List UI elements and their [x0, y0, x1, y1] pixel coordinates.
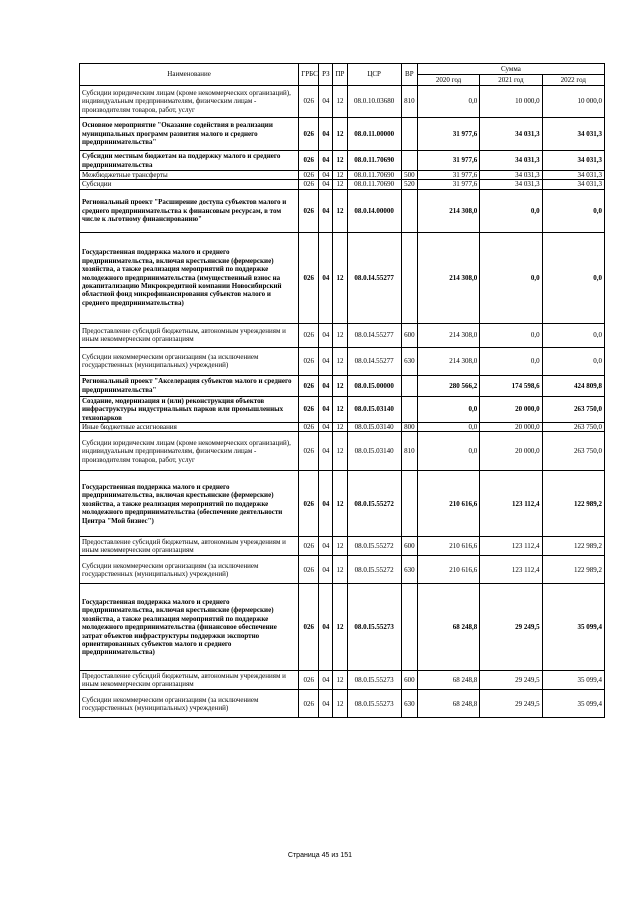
row-sum-2021: 29 249,5	[480, 584, 542, 671]
row-csr: 08.0.I5.55273	[347, 671, 401, 690]
row-sum-2021: 0,0	[480, 323, 542, 347]
row-pr: 12	[333, 375, 347, 396]
row-vr: 520	[401, 180, 417, 189]
row-pr: 12	[333, 537, 347, 556]
row-vr	[401, 375, 417, 396]
row-csr: 08.0.11.00000	[347, 118, 401, 151]
row-csr: 08.0.I5.55272	[347, 556, 401, 584]
row-grbs: 026	[299, 189, 319, 232]
row-sum-2021: 20 000,0	[480, 432, 542, 471]
row-sum-2021: 123 112,4	[480, 556, 542, 584]
budget-table	[79, 63, 605, 718]
row-rz: 04	[319, 86, 333, 118]
row-rz: 04	[319, 189, 333, 232]
row-csr: 08.0.11.70690	[347, 180, 401, 189]
row-grbs: 026	[299, 151, 319, 171]
row-sum-2022: 35 099,4	[542, 671, 604, 690]
row-name: Субсидии некоммерческим организациям (за исключением государственных (муниципальных) учреждений)	[80, 347, 299, 375]
row-csr: 08.0.I5.03140	[347, 432, 401, 471]
col-header-rz: РЗ	[319, 64, 333, 86]
col-header-pr: ПР	[333, 64, 347, 86]
table-row	[80, 118, 605, 151]
row-pr: 12	[333, 584, 347, 671]
row-pr: 12	[333, 347, 347, 375]
table-row	[80, 556, 605, 584]
table-row	[80, 347, 605, 375]
row-rz: 04	[319, 537, 333, 556]
row-sum-2022: 263 750,0	[542, 423, 604, 432]
row-sum-2020: 68 248,8	[417, 690, 479, 718]
row-csr: 08.0.I4.00000	[347, 189, 401, 232]
row-name: Предоставление субсидий бюджетным, автономным учреждениям и иным некоммерческим организациям	[80, 671, 299, 690]
row-name: Государственная поддержка малого и среднего предпринимательства, включая крестьянские (фермерские) хозяйства, а также реализация мероприятий по поддержке молодежного предпринимательства (обеспечение деятельности Центра "Мой бизнес")	[80, 471, 299, 537]
row-sum-2022: 0,0	[542, 189, 604, 232]
table-row	[80, 151, 605, 171]
row-rz: 04	[319, 118, 333, 151]
row-sum-2022: 122 989,2	[542, 556, 604, 584]
row-pr: 12	[333, 556, 347, 584]
row-grbs: 026	[299, 118, 319, 151]
row-grbs: 026	[299, 432, 319, 471]
row-sum-2022: 263 750,0	[542, 396, 604, 422]
row-sum-2022: 0,0	[542, 347, 604, 375]
row-grbs: 026	[299, 556, 319, 584]
col-header-name: Наименование	[80, 64, 299, 86]
row-grbs: 026	[299, 396, 319, 422]
row-pr: 12	[333, 86, 347, 118]
row-csr: 08.0.10.03680	[347, 86, 401, 118]
row-pr: 12	[333, 151, 347, 171]
row-sum-2022: 34 031,3	[542, 151, 604, 171]
row-sum-2022: 0,0	[542, 323, 604, 347]
row-grbs: 026	[299, 471, 319, 537]
table-row	[80, 86, 605, 118]
table-row	[80, 423, 605, 432]
row-sum-2022: 122 989,2	[542, 537, 604, 556]
row-grbs: 026	[299, 232, 319, 323]
col-header-2022: 2022 год	[542, 75, 604, 86]
col-header-grbs: ГРБС	[299, 64, 319, 86]
col-header-2020: 2020 год	[417, 75, 479, 86]
row-rz: 04	[319, 151, 333, 171]
table-row	[80, 180, 605, 189]
row-sum-2022: 35 099,4	[542, 690, 604, 718]
row-grbs: 026	[299, 180, 319, 189]
row-grbs: 026	[299, 537, 319, 556]
row-vr: 600	[401, 323, 417, 347]
row-sum-2022: 34 031,3	[542, 180, 604, 189]
row-name: Основное мероприятие "Оказание содействия в реализации муниципальных программ развития малого и среднего предпринимательства"	[80, 118, 299, 151]
row-sum-2020: 210 616,6	[417, 556, 479, 584]
row-sum-2021: 29 249,5	[480, 671, 542, 690]
table-row	[80, 232, 605, 323]
row-rz: 04	[319, 323, 333, 347]
row-pr: 12	[333, 232, 347, 323]
row-sum-2021: 123 112,4	[480, 471, 542, 537]
row-sum-2020: 68 248,8	[417, 671, 479, 690]
row-rz: 04	[319, 375, 333, 396]
row-csr: 08.0.I5.55273	[347, 690, 401, 718]
row-rz: 04	[319, 432, 333, 471]
row-rz: 04	[319, 690, 333, 718]
row-name: Субсидии некоммерческим организациям (за исключением государственных (муниципальных) учреждений)	[80, 556, 299, 584]
row-sum-2021: 174 598,6	[480, 375, 542, 396]
row-sum-2021: 123 112,4	[480, 537, 542, 556]
row-grbs: 026	[299, 323, 319, 347]
row-pr: 12	[333, 171, 347, 180]
row-sum-2021: 0,0	[480, 189, 542, 232]
row-grbs: 026	[299, 690, 319, 718]
row-vr: 500	[401, 171, 417, 180]
row-sum-2020: 31 977,6	[417, 171, 479, 180]
col-header-2021: 2021 год	[480, 75, 542, 86]
row-vr: 630	[401, 690, 417, 718]
row-vr	[401, 584, 417, 671]
row-grbs: 026	[299, 375, 319, 396]
table-row	[80, 584, 605, 671]
row-vr: 810	[401, 86, 417, 118]
row-vr: 630	[401, 556, 417, 584]
row-sum-2021: 20 000,0	[480, 423, 542, 432]
row-pr: 12	[333, 323, 347, 347]
row-sum-2020: 0,0	[417, 432, 479, 471]
row-rz: 04	[319, 180, 333, 189]
row-vr: 600	[401, 537, 417, 556]
row-vr: 600	[401, 671, 417, 690]
table-row	[80, 537, 605, 556]
row-grbs: 026	[299, 171, 319, 180]
table-row	[80, 189, 605, 232]
row-pr: 12	[333, 671, 347, 690]
row-pr: 12	[333, 396, 347, 422]
row-grbs: 026	[299, 671, 319, 690]
row-sum-2020: 31 977,6	[417, 151, 479, 171]
row-sum-2022: 34 031,3	[542, 171, 604, 180]
row-name: Субсидии юридическим лицам (кроме некоммерческих организаций), индивидуальным предпринимателям, физическим лицам - производителям товаров, работ, услуг	[80, 432, 299, 471]
row-sum-2020: 31 977,6	[417, 180, 479, 189]
row-pr: 12	[333, 423, 347, 432]
row-vr	[401, 151, 417, 171]
row-sum-2020: 0,0	[417, 86, 479, 118]
row-sum-2022: 0,0	[542, 232, 604, 323]
row-rz: 04	[319, 232, 333, 323]
row-sum-2020: 214 308,0	[417, 232, 479, 323]
row-sum-2020: 0,0	[417, 423, 479, 432]
table-row	[80, 171, 605, 180]
row-csr: 08.0.11.70690	[347, 171, 401, 180]
table-row	[80, 432, 605, 471]
row-name: Межбюджетные трансферты	[80, 171, 299, 180]
row-vr	[401, 189, 417, 232]
row-pr: 12	[333, 690, 347, 718]
row-rz: 04	[319, 423, 333, 432]
row-sum-2021: 20 000,0	[480, 396, 542, 422]
row-sum-2020: 68 248,8	[417, 584, 479, 671]
row-sum-2021: 34 031,3	[480, 118, 542, 151]
table-row	[80, 375, 605, 396]
row-vr	[401, 118, 417, 151]
row-pr: 12	[333, 118, 347, 151]
table-row	[80, 671, 605, 690]
row-name: Субсидии	[80, 180, 299, 189]
row-rz: 04	[319, 347, 333, 375]
row-sum-2020: 31 977,6	[417, 118, 479, 151]
row-rz: 04	[319, 171, 333, 180]
row-name: Субсидии юридическим лицам (кроме некоммерческих организаций), индивидуальным предпринимателям, физическим лицам - производителям товаров, работ, услуг	[80, 86, 299, 118]
row-vr: 810	[401, 432, 417, 471]
row-grbs: 026	[299, 584, 319, 671]
row-name: Создание, модернизация и (или) реконструкция объектов инфраструктуры индустриальных парков или промышленных технопарков	[80, 396, 299, 422]
row-sum-2022: 122 989,2	[542, 471, 604, 537]
col-header-vr: ВР	[401, 64, 417, 86]
row-name: Субсидии некоммерческим организациям (за исключением государственных (муниципальных) учреждений)	[80, 690, 299, 718]
row-sum-2021: 34 031,3	[480, 171, 542, 180]
row-sum-2020: 214 308,0	[417, 189, 479, 232]
row-grbs: 026	[299, 86, 319, 118]
row-rz: 04	[319, 671, 333, 690]
row-csr: 08.0.I4.55277	[347, 347, 401, 375]
row-sum-2021: 34 031,3	[480, 151, 542, 171]
row-sum-2022: 34 031,3	[542, 118, 604, 151]
row-sum-2020: 214 308,0	[417, 347, 479, 375]
row-csr: 08.0.I5.03140	[347, 423, 401, 432]
row-name: Региональный проект "Расширение доступа субъектов малого и среднего предпринимательства к финансовым ресурсам, в том числе к льготному финансированию"	[80, 189, 299, 232]
row-sum-2022: 424 809,8	[542, 375, 604, 396]
row-rz: 04	[319, 556, 333, 584]
row-csr: 08.0.I5.55273	[347, 584, 401, 671]
row-sum-2020: 210 616,6	[417, 537, 479, 556]
row-sum-2020: 280 566,2	[417, 375, 479, 396]
row-name: Предоставление субсидий бюджетным, автономным учреждениям и иным некоммерческим организациям	[80, 323, 299, 347]
row-grbs: 026	[299, 347, 319, 375]
row-pr: 12	[333, 471, 347, 537]
row-pr: 12	[333, 180, 347, 189]
page-number: Страница 45 из 151	[287, 852, 353, 859]
row-vr	[401, 471, 417, 537]
table-row	[80, 396, 605, 422]
row-name: Региональный проект "Акселерация субъектов малого и среднего предпринимательства"	[80, 375, 299, 396]
row-pr: 12	[333, 189, 347, 232]
row-rz: 04	[319, 584, 333, 671]
col-header-csr: ЦСР	[347, 64, 401, 86]
row-name: Субсидии местным бюджетам на поддержку малого и среднего предпринимательства	[80, 151, 299, 171]
row-sum-2020: 214 308,0	[417, 323, 479, 347]
table-row	[80, 323, 605, 347]
row-grbs: 026	[299, 423, 319, 432]
row-sum-2022: 263 750,0	[542, 432, 604, 471]
table-row	[80, 471, 605, 537]
row-pr: 12	[333, 432, 347, 471]
row-csr: 08.0.I5.03140	[347, 396, 401, 422]
row-sum-2020: 210 616,6	[417, 471, 479, 537]
row-name: Иные бюджетные ассигнования	[80, 423, 299, 432]
row-csr: 08.0.I4.55277	[347, 232, 401, 323]
row-sum-2021: 34 031,3	[480, 180, 542, 189]
row-csr: 08.0.I5.55272	[347, 471, 401, 537]
row-sum-2021: 0,0	[480, 232, 542, 323]
table-row	[80, 690, 605, 718]
row-vr: 800	[401, 423, 417, 432]
row-csr: 08.0.I5.00000	[347, 375, 401, 396]
row-csr: 08.0.I5.55272	[347, 537, 401, 556]
row-sum-2020: 0,0	[417, 396, 479, 422]
row-name: Государственная поддержка малого и среднего предпринимательства, включая крестьянские (фермерские) хозяйства, а также реализация мероприятий по поддержке молодежного предпринимательства (имущественный взнос на докапитализацию Микрокредитной компании Новосибирский областной фонд микрофинансирования субъектов малого и среднего предпринимательства)	[80, 232, 299, 323]
row-csr: 08.0.I4.55277	[347, 323, 401, 347]
row-sum-2022: 10 000,0	[542, 86, 604, 118]
row-rz: 04	[319, 396, 333, 422]
row-sum-2022: 35 099,4	[542, 584, 604, 671]
row-rz: 04	[319, 471, 333, 537]
col-header-sum: Сумма	[417, 64, 604, 75]
row-name: Предоставление субсидий бюджетным, автономным учреждениям и иным некоммерческим организациям	[80, 537, 299, 556]
row-name: Государственная поддержка малого и среднего предпринимательства, включая крестьянские (фермерские) хозяйства, а также реализация мероприятий по поддержке молодежного предпринимательства (финансовое обеспечение затрат объектов инфраструктуры поддержки экспортно ориентированных субъектов малого и среднего предпринимательства)	[80, 584, 299, 671]
row-vr	[401, 396, 417, 422]
row-vr	[401, 232, 417, 323]
row-sum-2021: 10 000,0	[480, 86, 542, 118]
row-csr: 08.0.11.70690	[347, 151, 401, 171]
row-sum-2021: 0,0	[480, 347, 542, 375]
row-vr: 630	[401, 347, 417, 375]
row-sum-2021: 29 249,5	[480, 690, 542, 718]
